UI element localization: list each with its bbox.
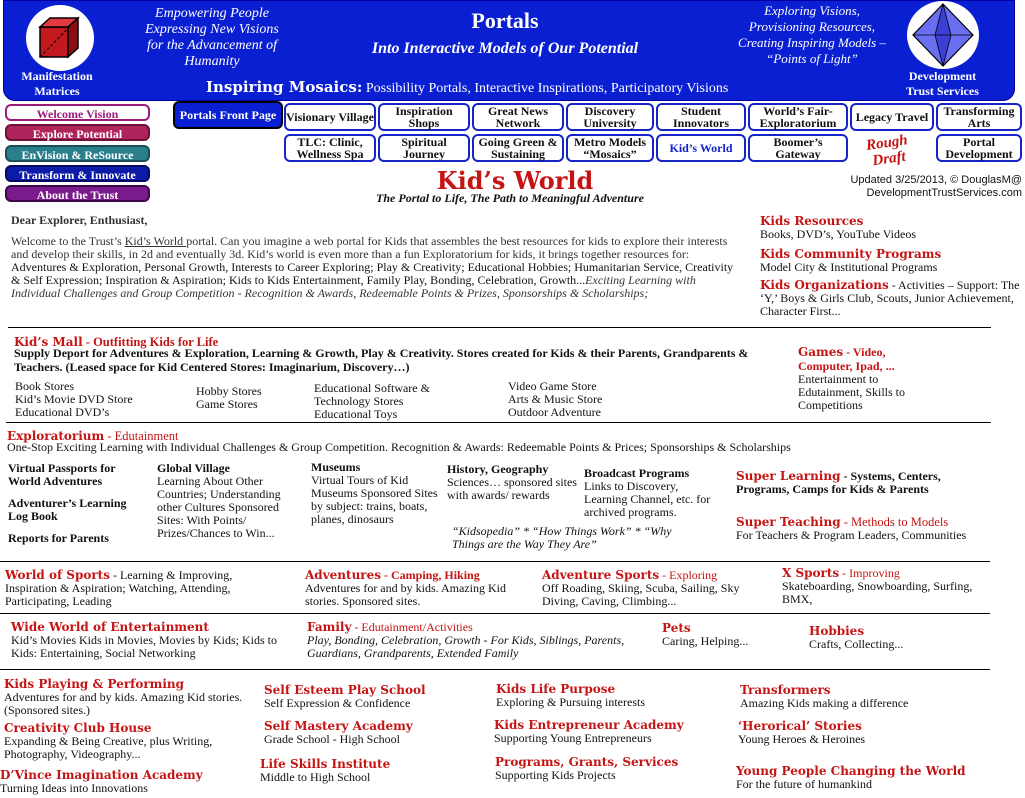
development-label[interactable]: Development Trust Services xyxy=(906,69,979,98)
self-mastery-academy[interactable]: Self Mastery Academy Grade School - High School xyxy=(264,719,413,746)
kids-world-title: Kid’s World xyxy=(436,166,594,195)
kids-mall-heading[interactable]: Kid’s Mall - Outfitting Kids for Life xyxy=(14,335,219,349)
right-tagline: Exploring Visions, Provisioning Resources, Creating Inspiring Models – “Points of Light” xyxy=(738,3,886,66)
mall-col-4: Video Game Store Arts & Music Store Outdoor Adventure xyxy=(508,379,603,419)
cube-icon xyxy=(26,5,94,71)
family[interactable]: Family - Edutainment/Activities Play, Bonding, Celebration, Growth - For Kids, Siblings, Parents, Guardians, Grandparents, Extended Family xyxy=(307,620,625,660)
nav-student-innovators[interactable]: Student Innovators xyxy=(656,103,746,131)
mall-col-2: Hobby Stores Game Stores xyxy=(196,384,262,411)
kids-world-tagline: The Portal to Life, The Path to Meaningful Adventure xyxy=(376,191,644,205)
divider xyxy=(0,561,990,562)
life-skills-institute[interactable]: Life Skills Institute Middle to High School xyxy=(260,757,391,784)
nav-legacy-travel[interactable]: Legacy Travel xyxy=(850,103,934,131)
divider xyxy=(0,669,990,670)
nav-spiritual-journey[interactable]: Spiritual Journey xyxy=(378,134,470,162)
inspiring-mosaics: Inspiring Mosaics: Possibility Portals, Interactive Inspirations, Participatory Visions xyxy=(206,78,729,96)
nav-transform-innovate[interactable]: Transform & Innovate xyxy=(5,165,150,182)
kids-resources-heading[interactable]: Kids Resources xyxy=(760,214,864,228)
nav-portal-development[interactable]: Portal Development xyxy=(936,134,1022,162)
x-sports[interactable]: X Sports - Improving Skateboarding, Snowboarding, Surfing, BMX, xyxy=(782,566,973,606)
nav-portals-front-page[interactable]: Portals Front Page xyxy=(173,101,283,129)
diamond-icon xyxy=(907,1,979,69)
intro-paragraph: Welcome to the Trust’s Kid’s World portal. Can you imagine a web portal for Kids that assembles the best resources for kids to explore their interests and develop their skills, in 2d and eventually 3d. Kid’s world is even more than a fun Exploratorium for kids, it brings together resources for: Adventures & Exploration, Personal Growth, Interests to Career Exploring; Play & Creativity; Educational Hobbies; Humanitarian Service, Creativity & Self Expression; Inspiration & Aspiration; Kids to Kids Entertainment, Family Play, Bonding, Celebration, Growth...Exciting Learning with Individual Challenges and Group Competition - Recognition & Awards, Redeemable Points & Prizes, Sponsorships & Scholarships; xyxy=(11,234,734,300)
nav-kids-world[interactable]: Kid’s World xyxy=(656,134,746,162)
nav-inspiration-shops[interactable]: Inspiration Shops xyxy=(378,103,470,131)
updated-notice: Updated 3/25/2013, © DouglasM@ DevelopmentTrustServices.com xyxy=(850,174,1022,199)
nav-visionary-village[interactable]: Visionary Village xyxy=(284,103,376,131)
global-village[interactable]: Global Village Learning About Other Countries; Understanding other Cultures Sponsored Sites: With Points/ Prizes/Chances to Win... xyxy=(157,461,281,540)
kids-community-heading[interactable]: Kids Community Programs xyxy=(760,247,942,261)
nav-discovery-university[interactable]: Discovery University xyxy=(566,103,654,131)
divider xyxy=(8,327,991,328)
nav-welcome-vision[interactable]: Welcome Vision xyxy=(5,104,150,121)
kids-organizations-heading[interactable]: Kids Organizations xyxy=(760,278,889,292)
kids-entrepreneur-academy[interactable]: Kids Entrepreneur Academy Supporting Young Entrepreneurs xyxy=(494,718,684,745)
nav-worlds-fair[interactable]: World’s Fair- Exploratorium xyxy=(748,103,848,131)
page-subtitle: Into Interactive Models of Our Potential xyxy=(371,40,639,57)
kids-mall-desc: Supply Deport for Adventures & Exploration, Learning & Growth, Play & Creativity. Stores created for Kids & their Parents, Grandparents & Teachers. (Leased space for Kid Centered Stores: Imaginarium, Discovery…) xyxy=(14,346,749,374)
games-block[interactable]: Games - Video, Computer, Ipad, ... Entertainment to Edutainment, Skills to Competitions xyxy=(798,345,905,412)
museums[interactable]: Museums Virtual Tours of Kid Museums Sponsored Sites by subject: trains, boats, planes, dinosaurs xyxy=(311,460,438,526)
super-learning[interactable]: Super Learning - Systems, Centers, Programs, Camps for Kids & Parents xyxy=(736,469,941,496)
divider xyxy=(6,422,991,423)
kids-world-link[interactable]: Kid’s World xyxy=(124,234,187,248)
left-tagline: Empowering People Expressing New Visions for the Advancement of Humanity xyxy=(145,6,279,69)
nav-about-trust[interactable]: About the Trust xyxy=(5,185,150,202)
broadcast-programs[interactable]: Broadcast Programs Links to Discovery, Learning Channel, etc. for archived programs. xyxy=(584,466,711,519)
creativity-club-house[interactable]: Creativity Club House Expanding & Being Creative, plus Writing, Photography, Videography... xyxy=(4,721,213,761)
nav-going-green[interactable]: Going Green & Sustaining xyxy=(472,134,564,162)
rough-draft-label: Rough Draft xyxy=(865,132,909,170)
exploratorium-desc: One-Stop Exciting Learning with Individual Challenges & Group Competition. Recognition & Awards: Redeemable Points & Prices; Sponsorships & Scholarships xyxy=(7,440,791,454)
nav-metro-models[interactable]: Metro Models “Mosaics” xyxy=(566,134,654,162)
programs-grants-services[interactable]: Programs, Grants, Services Supporting Kids Projects xyxy=(495,755,679,782)
side-resources: Kids Resources Books, DVD’s, YouTube Videos Kids Community Programs Model City & Institutional Programs Kids Organizations - Activities – Support: The ‘Y,’ Boys & Girls Club, Scouts, Junior Achievement, Character First... xyxy=(760,214,1022,318)
transformers[interactable]: Transformers Amazing Kids making a difference xyxy=(740,683,909,710)
nav-explore-potential[interactable]: Explore Potential xyxy=(5,124,150,141)
nav-boomers-gateway[interactable]: Boomer’s Gateway xyxy=(748,134,848,162)
pets[interactable]: Pets Caring, Helping... xyxy=(662,621,749,648)
kids-life-purpose[interactable]: Kids Life Purpose Exploring & Pursuing interests xyxy=(496,682,645,709)
exploratorium-heading[interactable]: Exploratorium - Edutainment xyxy=(7,429,179,443)
history-geography[interactable]: History, Geography Sciences… sponsored sites with awards/ rewards xyxy=(447,462,577,502)
dvince-imagination-academy[interactable]: D’Vince Imagination Academy Turning Ideas into Innovations xyxy=(0,768,203,795)
nav-envision-resource[interactable]: EnVision & ReSource xyxy=(5,145,150,162)
nav-transforming-arts[interactable]: Transforming Arts xyxy=(936,103,1022,131)
explor-col-1[interactable]: Virtual Passports for World Adventures Adventurer’s Learning Log Book Reports for Parents xyxy=(8,461,127,545)
nav-great-news-network[interactable]: Great News Network xyxy=(472,103,564,131)
divider xyxy=(0,613,990,614)
world-of-sports[interactable]: World of Sports - Learning & Improving, Inspiration & Aspiration; Watching, Attending, Participating, Leading xyxy=(5,568,233,608)
kids-playing-performing[interactable]: Kids Playing & Performing Adventures for and by kids. Amazing Kid stories. (Sponsored sites.) xyxy=(4,677,243,717)
wide-world-entertainment[interactable]: Wide World of Entertainment Kid’s Movies Kids in Movies, Movies by Kids; Kids to Kids: Entertaining, Social Networking xyxy=(11,620,278,660)
manifestation-label[interactable]: Manifestation Matrices xyxy=(21,69,93,98)
mall-col-1: Book Stores Kid’s Movie DVD Store Educational DVD’s xyxy=(15,379,133,419)
super-teaching[interactable]: Super Teaching - Methods to Models For Teachers & Program Leaders, Communities xyxy=(736,515,967,542)
kidsopedia-quote: “Kidsopedia” * “How Things Work” * “Why Things are the Way They Are” xyxy=(452,524,672,551)
manifestation-logo[interactable] xyxy=(26,5,94,71)
development-logo[interactable] xyxy=(907,1,979,69)
adventure-sports[interactable]: Adventure Sports - Exploring Off Roading, Skiing, Scuba, Sailing, Sky Diving, Caving, Climbing... xyxy=(542,568,740,608)
self-esteem-play-school[interactable]: Self Esteem Play School Self Expression & Confidence xyxy=(264,683,426,710)
greeting: Dear Explorer, Enthusiast, xyxy=(11,213,148,227)
page-title: Portals xyxy=(471,8,539,33)
hobbies[interactable]: Hobbies Crafts, Collecting... xyxy=(809,624,904,651)
young-people-changing-world[interactable]: Young People Changing the World For the future of humankind xyxy=(736,764,966,791)
herorical-stories[interactable]: ‘Herorical’ Stories Young Heroes & Heroines xyxy=(738,719,866,746)
nav-tlc-clinic[interactable]: TLC: Clinic, Wellness Spa xyxy=(284,134,376,162)
adventures[interactable]: Adventures - Camping, Hiking Adventures for and by kids. Amazing Kid stories. Sponsored sites. xyxy=(305,568,506,608)
mall-col-3: Educational Software & Technology Stores Educational Toys xyxy=(314,381,430,421)
